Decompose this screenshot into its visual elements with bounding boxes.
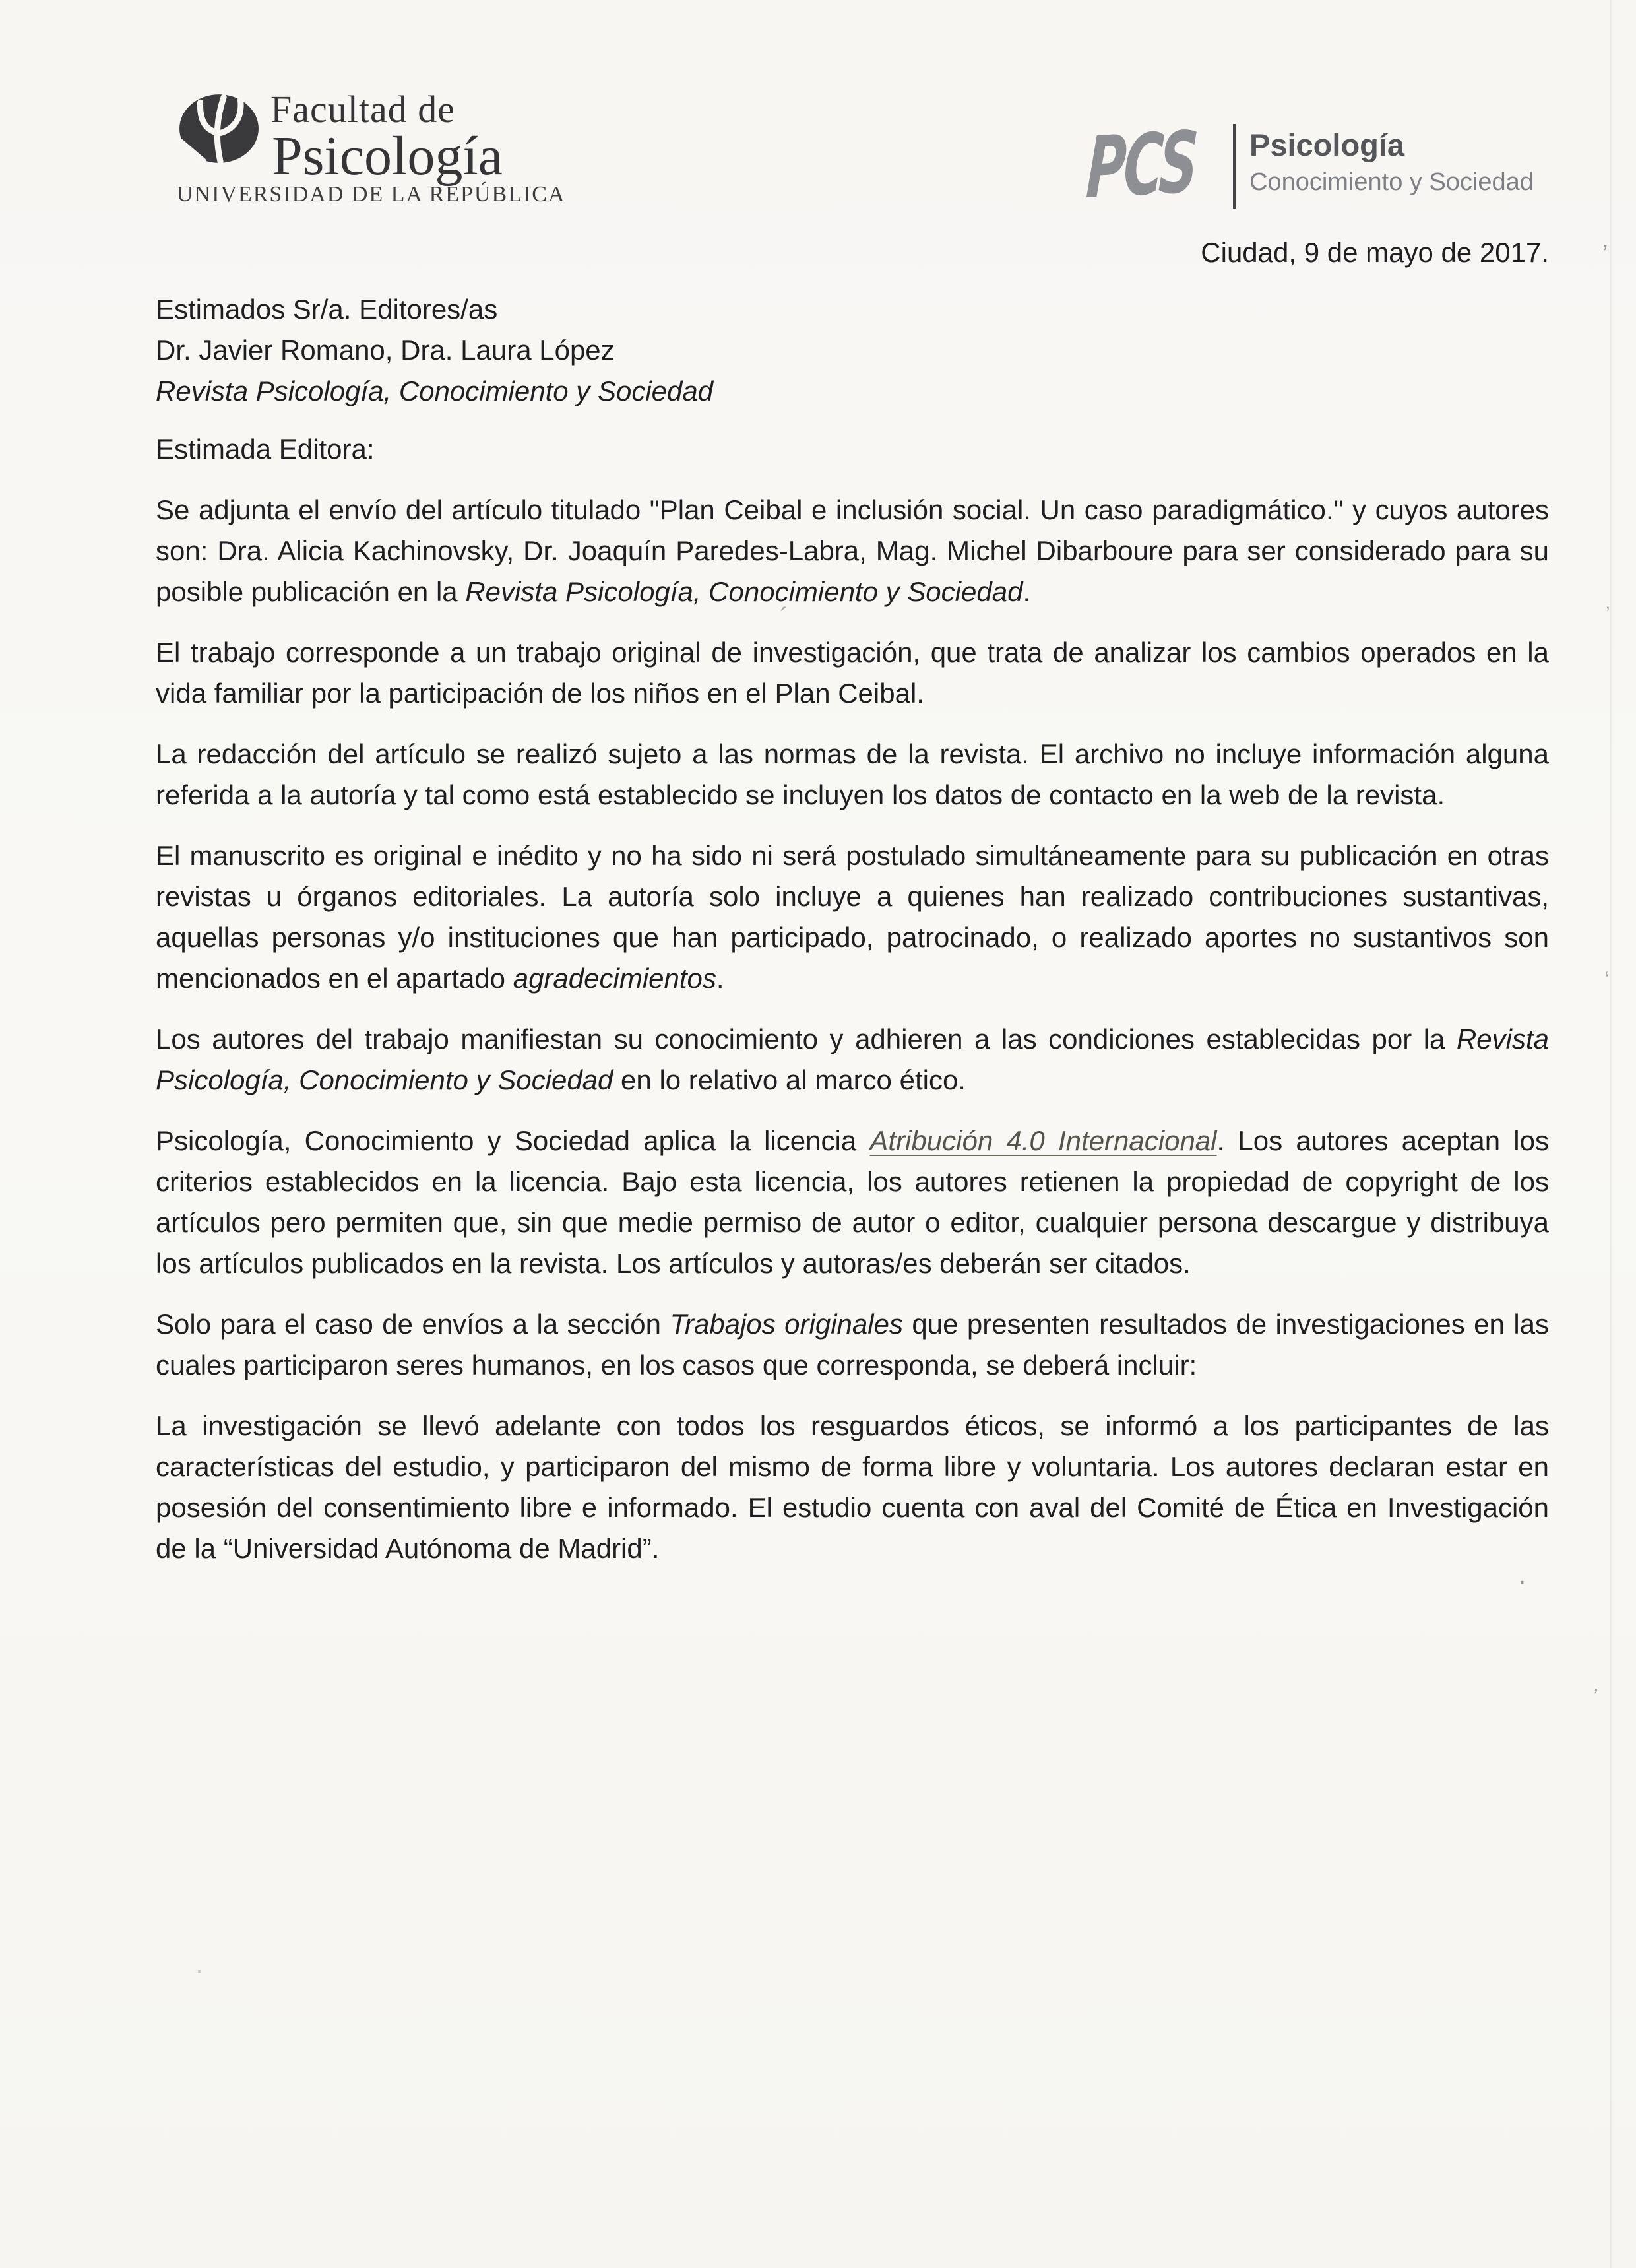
scan-speck: ’ xyxy=(1600,239,1609,267)
scan-speck: ´ xyxy=(780,603,789,632)
body-text: . xyxy=(716,963,724,994)
body-text: Los autores del trabajo manifiestan su conocimiento y adhieren a las condiciones establecidas por la xyxy=(156,1023,1457,1054)
journal-logo-subtitle: Conocimiento y Sociedad xyxy=(1249,168,1534,196)
journal-logo-divider xyxy=(1233,124,1236,209)
university-name: UNIVERSIDAD DE LA REPÚBLICA xyxy=(177,182,566,207)
italic-text: agradecimientos xyxy=(513,963,716,994)
psi-icon xyxy=(178,92,260,165)
letter-body xyxy=(156,232,1549,1569)
body-text: El trabajo corresponde a un trabajo original de investigación, que trata de analizar los cambios operados en la vida familiar por la participación de los niños en el Plan Ceibal. xyxy=(156,637,1549,709)
letter-paragraph xyxy=(156,1406,1549,1569)
journal-logo-acronym: PCS xyxy=(1084,113,1198,218)
letter-paragraph xyxy=(156,490,1549,612)
italic-text: Revista Psicología, Conocimiento y Sociedad xyxy=(156,1023,1549,1095)
faculty-name-line2: Psicología xyxy=(272,125,503,187)
paragraphs xyxy=(156,490,1549,1569)
scan-speck: ’ xyxy=(1590,1683,1600,1708)
date-line: Ciudad, 9 de mayo de 2017. xyxy=(1201,237,1549,268)
letter-paragraph xyxy=(156,1304,1549,1386)
scan-speck: · xyxy=(1517,1565,1527,1597)
body-text: La investigación se llevó adelante con todos los resguardos éticos, se informó a los participantes de las características del estudio, y participaron del mismo de forma libre y voluntaria. Los autores declaran estar en posesión del consentimiento libre e informado. El estudio cuenta con aval del Comité de Ética en Investigación de la “Universidad Autónoma de Madrid”. xyxy=(156,1410,1549,1564)
body-text: El manuscrito es original e inédito y no ha sido ni será postulado simultáneamente para su publicación en otras revistas u órganos editoriales. La autoría solo incluye a quienes han realizado contribuciones sustantivas, aquellas personas y/o instituciones que han participado, patrocinado, o realizado aportes no sustantivos son mencionados en el apartado xyxy=(156,840,1549,994)
body-text: en lo relativo al marco ético. xyxy=(613,1064,966,1095)
recipient-block xyxy=(156,289,1549,412)
letter-paragraph xyxy=(156,632,1549,714)
body-text: La redacción del artículo se realizó sujeto a las normas de la revista. El archivo no incluye información alguna referida a la autoría y tal como está establecido se incluyen los datos de contacto en la web de la revista. xyxy=(156,738,1549,810)
body-text: que presenten resultados de investigaciones en las cuales participaron seres humanos, en los casos que corresponda, se deberá incluir: xyxy=(156,1309,1550,1380)
body-text: Solo para el caso de envíos a la sección xyxy=(156,1309,670,1340)
scan-speck: ’ xyxy=(1606,603,1610,625)
body-text: Se adjunta el envío del artículo titulado "Plan Ceibal e inclusión social. Un caso paradigmático." y cuyos autores son: Dra. Alicia Kachinovsky, Dr. Joaquín Paredes-Labra, Mag. Michel Dibarboure para ser considerado para su posible publicación en la xyxy=(156,494,1549,607)
license-link[interactable]: Atribución 4.0 Internacional xyxy=(869,1125,1217,1156)
body-text: . xyxy=(1022,576,1031,607)
body-text: . Los autores aceptan los criterios establecidos en la licencia. Bajo esta licencia, los autores retienen la propiedad de copyright de los artículos pero permiten que, sin que medie permiso de autor o editor, cualquier persona descargue y distribuya los artículos publicados en la revista. Los artículos y autoras/es deberán ser citados. xyxy=(156,1125,1549,1279)
scan-speck: · xyxy=(195,1957,203,1984)
recipient-journal-title: Revista Psicología, Conocimiento y Sociedad xyxy=(156,375,714,406)
journal-logo-name: Psicología xyxy=(1249,127,1405,162)
italic-text: Revista Psicología, Conocimiento y Sociedad xyxy=(465,576,1023,607)
faculty-name-line1: Facultad de xyxy=(270,88,455,131)
recipient-line-1: Estimados Sr/a. Editores/as xyxy=(156,294,498,325)
italic-text: Trabajos originales xyxy=(670,1309,903,1340)
letter-paragraph xyxy=(156,1120,1549,1284)
letter-paragraph xyxy=(156,835,1549,999)
scan-speck: ‘ xyxy=(1604,967,1610,991)
recipient-line-2: Dr. Javier Romano, Dra. Laura López xyxy=(156,335,615,366)
scanner-streak xyxy=(1610,0,1612,2268)
letter-paragraph xyxy=(156,734,1549,816)
salutation: Estimada Editora: xyxy=(156,434,375,465)
letter-paragraph xyxy=(156,1019,1549,1101)
body-text: Psicología, Conocimiento y Sociedad aplica la licencia xyxy=(156,1125,870,1156)
